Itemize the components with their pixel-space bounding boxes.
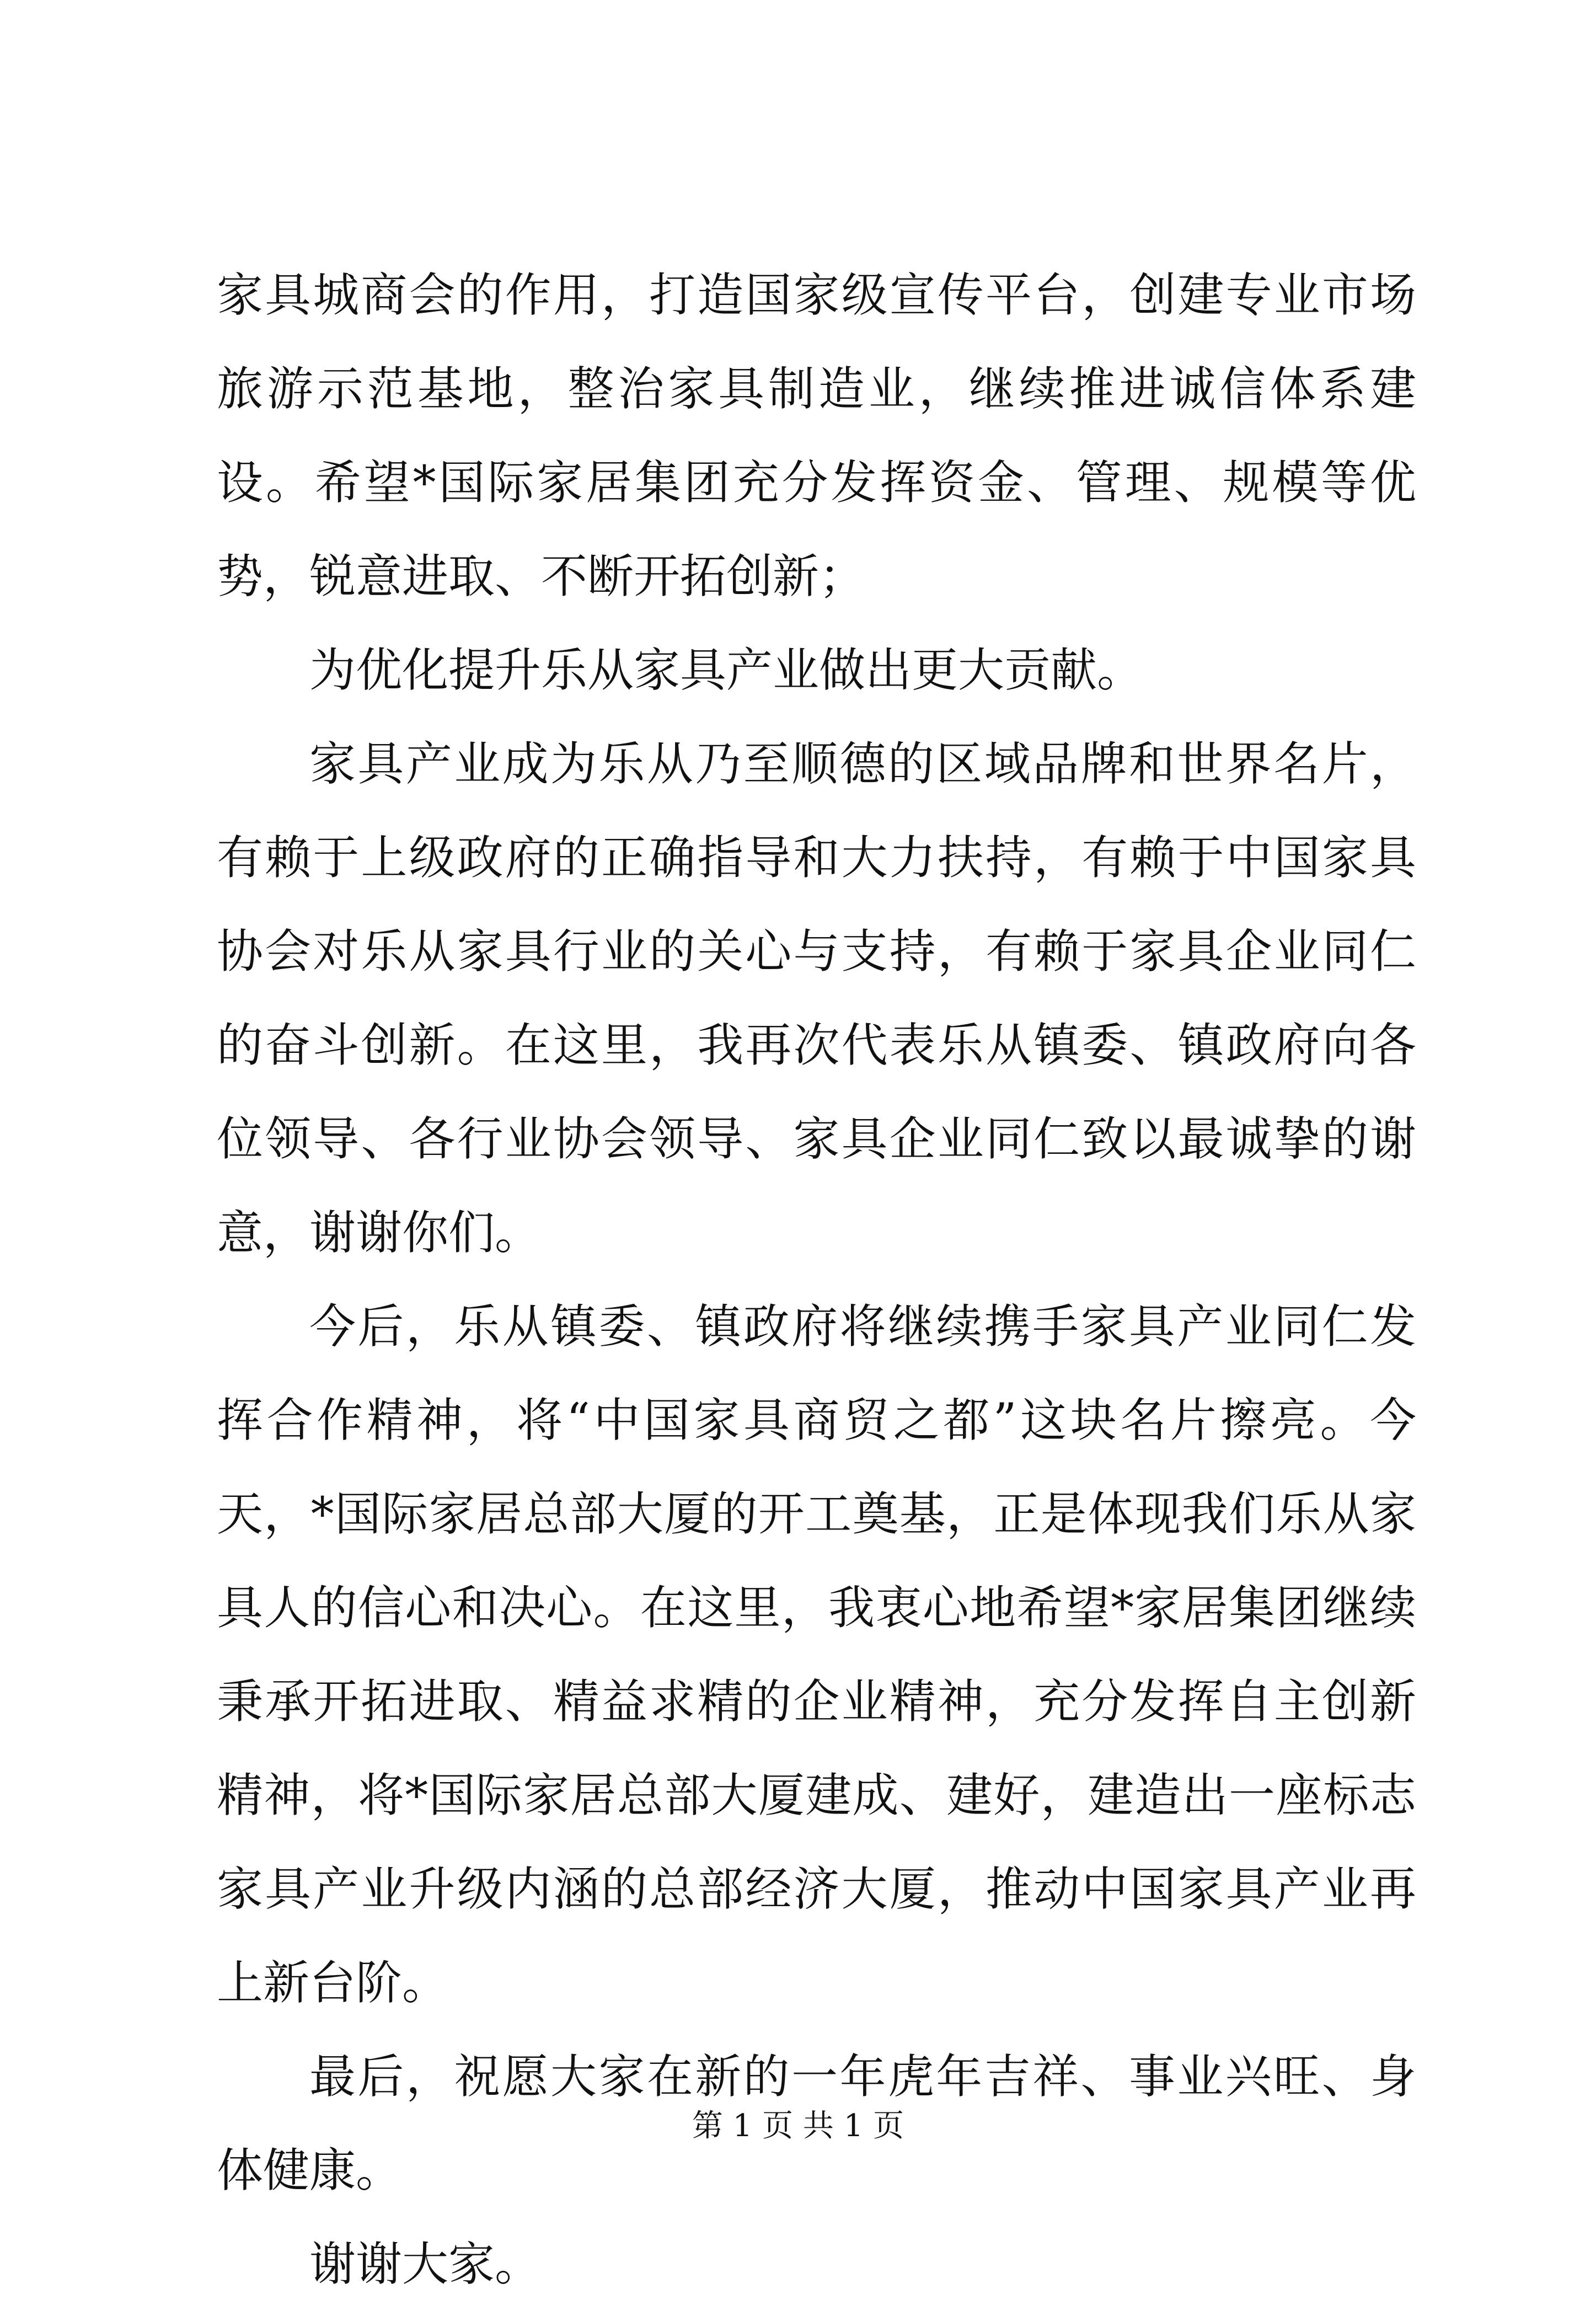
paragraph: 最后，祝愿大家在新的一年虎年吉祥、事业兴旺、身体健康。	[217, 2050, 1416, 2197]
paragraph-closing: 谢谢大家。	[309, 2237, 542, 2291]
paragraph: 今后，乐从镇委、镇政府将继续携手家具产业同仁发挥合作精神，将“中国家具商贸之都”这块名片擦亮。今天，*国际家居总部大厦的开工奠基，正是体现我们乐从家具人的信心和决心。在这里，我衷心地希望*家居集团继续秉承开拓进取、精益求精的企业精神，充分发挥自主创新精神，将*国际家居总部大厦建成、建好，建造出一座标志家具产业升级内涵的总部经济大厦，推动中国家具产业再上新台阶。	[217, 1299, 1416, 2010]
paragraph: 为优化提升乐从家具产业做出更大贡献。	[309, 643, 1144, 697]
page-footer: 第 1 页 共 1 页	[692, 2108, 904, 2144]
document-body	[217, 248, 1416, 2311]
paragraph: 家具产业成为乐从乃至顺德的区域品牌和世界名片，有赖于上级政府的正确指导和大力扶持，有赖于中国家具协会对乐从家具行业的关心与支持，有赖于家具企业同仁的奋斗创新。在这里，我再次代表乐从镇委、镇政府向各位领导、各行业协会领导、家具企业同仁致以最诚挚的谢意，谢谢你们。	[217, 737, 1416, 1260]
paragraph-continuation: 家具城商会的作用，打造国家级宣传平台，创建专业市场旅游示范基地，整治家具制造业，继续推进诚信体系建设。希望*国际家居集团充分发挥资金、管理、规模等优势，锐意进取、不断开拓创新；	[217, 268, 1416, 603]
